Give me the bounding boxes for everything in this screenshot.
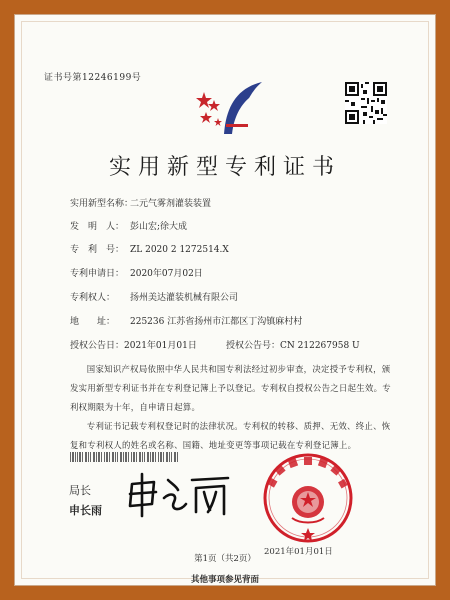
paragraph-legal-status: 专利证书记载专利权登记时的法律状况。专利权的转移、质押、无效、终止、恢复和专利权人的姓名或名称、国籍、地址变更等事项记载在专利登记簿上。 [70,421,391,450]
signatory-title: 局长 [69,484,91,497]
field-address [70,314,302,327]
footer-note: 其他事项参见背面 [190,575,259,585]
field-value: 扬州美达灌装机械有限公司 [130,293,239,303]
barcode-icon [70,452,180,462]
field-value: 2020年07月02日 [130,269,203,279]
field-patent-number [70,242,229,255]
field-value: CN 212267958 U [280,341,360,351]
signatory-name: 申长雨 [69,504,102,517]
qr-code-icon [345,82,387,124]
field-utility-model-name [70,196,211,209]
field-value: 225236 江苏省扬州市江都区丁沟镇麻村村 [130,317,303,327]
page-number: 第1页（共2页） [194,554,256,564]
field-label: 地 址： [70,317,116,327]
field-filing-date [70,266,203,279]
field-label: 授权公告号： [226,341,281,351]
patent-office-logo-icon [196,78,266,138]
certificate-title: 实用新型专利证书 [108,155,341,180]
field-label: 授权公告日： [70,341,125,351]
field-label: 发 明 人： [70,222,125,232]
field-patentee [70,290,238,303]
handwritten-signature-icon [124,470,234,520]
field-label: 实用新型名称： [70,199,134,209]
paragraph-grant-statement: 国家知识产权局依照中华人民共和国专利法经过初步审查，决定授予专利权，颁发实用新型专利证书并在专利登记簿上予以登记。专利权自授权公告之日起生效。专利权期限为十年，自申请日起算。 [70,364,391,412]
field-label: 专利权人： [70,293,116,303]
seal-date: 2021年01月01日 [264,547,333,557]
field-inventor [70,219,187,232]
field-label: 专利申请日： [70,269,125,279]
field-value: 二元气雾剂灌装装置 [130,199,212,209]
field-value: 2021年01月01日 [124,341,197,351]
field-grant-number [226,338,360,351]
field-label: 专 利 号： [70,245,125,255]
certificate-number: 证书号第12246199号 [44,73,142,83]
official-seal-icon [262,452,354,544]
field-value: ZL 2020 2 1272514.X [130,245,229,255]
field-grant-date [70,338,197,351]
field-value: 彭山宏;徐大成 [130,222,188,232]
